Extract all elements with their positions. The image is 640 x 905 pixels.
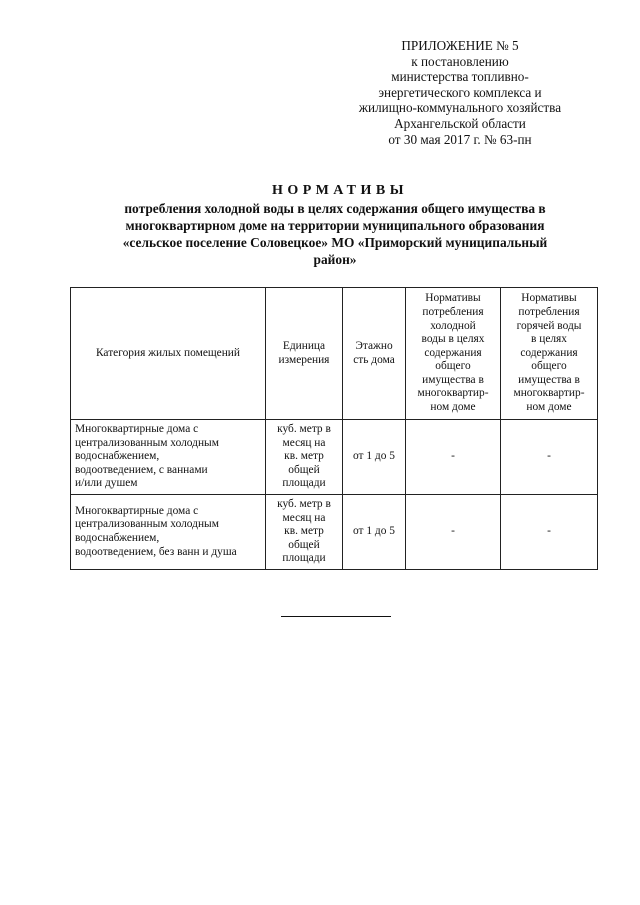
cell-line: общей	[288, 538, 320, 551]
subtitle-line: потребления холодной воды в целях содержания общего имущества в	[124, 201, 546, 216]
cell-line: многоквартир-	[513, 387, 585, 400]
cell-line: содержания	[424, 346, 482, 359]
table-row	[71, 420, 598, 495]
cell-line: Нормативы	[425, 292, 481, 305]
cell-unit	[266, 495, 343, 570]
cell-line: водоснабжением,	[75, 532, 160, 544]
subtitle-line: район»	[313, 252, 357, 267]
appendix-line: к постановлению	[411, 53, 509, 69]
cell-line: сть дома	[353, 353, 395, 366]
cell-line: имущества в	[518, 373, 580, 386]
cell-line: потребления	[422, 305, 484, 318]
table-row	[71, 495, 598, 570]
cell-line: месяц на	[282, 511, 326, 524]
appendix-line: ПРИЛОЖЕНИЕ № 5	[401, 38, 519, 53]
cell-category	[71, 495, 266, 570]
appendix-line: от 30 мая 2017 г. № 63-пн	[388, 131, 532, 147]
header-cold-water-norm	[406, 288, 501, 420]
cell-line: общего	[531, 360, 567, 373]
header-floors	[343, 288, 406, 420]
cell-line: измерения	[278, 353, 330, 366]
cell-line: многоквартир-	[417, 387, 489, 400]
cell-line: Многоквартирные дома с	[75, 423, 199, 436]
subtitle-line: «сельское поселение Соловецкое» МО «Приморский муниципальный	[122, 235, 548, 250]
cell-line: площади	[282, 552, 326, 565]
cell-line: водоотведением, без ванн и душа	[75, 545, 237, 558]
cell-line: кв. метр	[284, 525, 324, 538]
cell-line: водоснабжением,	[75, 450, 160, 463]
closing-rule	[281, 616, 391, 617]
header-unit	[266, 288, 343, 420]
cell-line: горячей воды	[516, 319, 582, 332]
appendix-line: Архангельской области	[394, 115, 526, 131]
cell-line: куб. метр в	[277, 498, 331, 511]
appendix-header	[330, 38, 590, 147]
cell-line: централизованным холодным	[75, 436, 219, 449]
cell-line: имущества в	[422, 373, 484, 386]
cell-hot-norm: -	[501, 495, 598, 570]
cell-line: холодной	[430, 319, 476, 332]
cell-line: Этажно	[355, 339, 393, 352]
cell-floors: от 1 до 5	[343, 495, 406, 570]
cell-hot-norm: -	[501, 420, 598, 495]
cell-line: Нормативы	[521, 292, 577, 305]
appendix-line: жилищно-коммунального хозяйства	[358, 100, 562, 116]
cell-line: Категория жилых помещений	[95, 346, 240, 359]
cell-line: куб. метр в	[277, 423, 331, 436]
cell-line: площади	[282, 477, 326, 490]
subtitle-line: многоквартирном доме на территории муниципального образования	[125, 218, 545, 233]
cell-line: Единица	[282, 339, 326, 352]
document-title: НОРМАТИВЫ	[272, 183, 408, 198]
cell-line: ном доме	[526, 401, 572, 414]
cell-cold-norm: -	[406, 420, 501, 495]
document-subtitle	[70, 200, 600, 268]
cell-line: кв. метр	[284, 450, 324, 463]
cell-line: и/или душем	[75, 477, 138, 490]
appendix-line: энергетического комплекса и	[378, 84, 542, 100]
header-category	[71, 288, 266, 420]
appendix-line: министерства топливно-	[391, 69, 529, 85]
cell-line: потребления	[518, 305, 580, 318]
cell-line: ном доме	[430, 401, 476, 414]
cell-line: воды в целях	[421, 333, 485, 346]
norms-table	[70, 287, 598, 570]
cell-category	[71, 420, 266, 495]
cell-line: водоотведением, с ваннами	[75, 463, 208, 476]
cell-floors: от 1 до 5	[343, 420, 406, 495]
cell-cold-norm: -	[406, 495, 501, 570]
cell-line: общей	[288, 463, 320, 476]
cell-line: Многоквартирные дома с	[75, 504, 199, 517]
cell-line: месяц на	[282, 436, 326, 449]
table-header-row	[71, 288, 598, 420]
cell-unit	[266, 420, 343, 495]
cell-line: в целях	[531, 333, 567, 346]
cell-line: централизованным холодным	[75, 518, 219, 531]
cell-line: общего	[435, 360, 471, 373]
header-hot-water-norm	[501, 288, 598, 420]
cell-line: содержания	[520, 346, 578, 359]
